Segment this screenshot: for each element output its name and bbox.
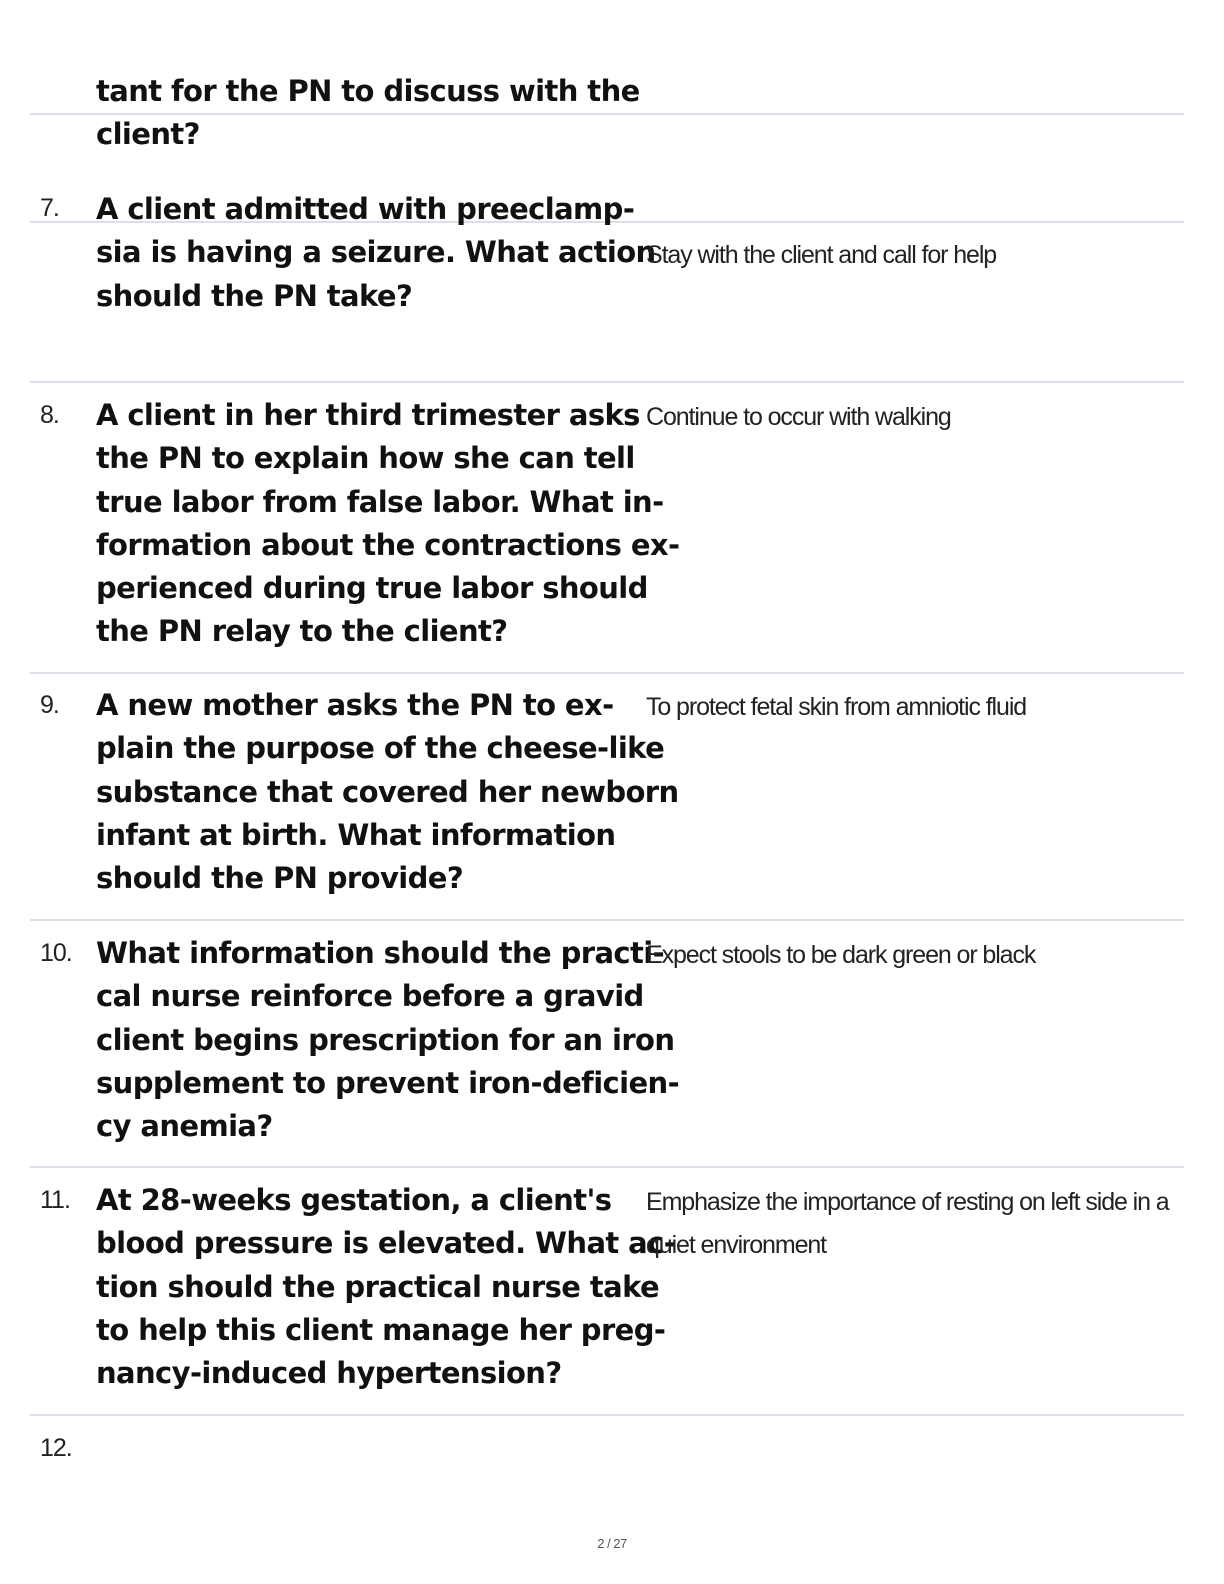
answer-text: Stay with the client and call for help: [646, 241, 997, 269]
answer-text: Emphasize the importance of resting on left side in a quiet environment: [646, 1188, 1169, 1260]
page-indicator: 2 / 27: [597, 1536, 627, 1551]
question-number: 9.: [40, 691, 59, 719]
question-text: A client in her third trimester asks the PN to explain how she can tell true labor from false labor. What in- formation about the contractions ex- perienced during true labor should the PN relay to the client?: [96, 398, 680, 649]
question-text: A new mother asks the PN to ex- plain the purpose of the cheese-like substance that covered her newborn infant at birth. What information should the PN provide?: [96, 688, 679, 896]
row-divider: [30, 919, 1184, 921]
question-text: At 28-weeks gestation, a client's blood pressure is elevated. What ac- tion should the practical nurse take to help this client manage her preg- nancy-induced hypertension?: [96, 1183, 676, 1391]
question-number: 12.: [40, 1434, 72, 1462]
row-divider: [30, 113, 1184, 115]
answer-text: Expect stools to be dark green or black: [646, 941, 1036, 969]
question-number: 7.: [40, 194, 59, 222]
question-number: 10.: [40, 939, 72, 967]
question-number: 11.: [40, 1186, 70, 1214]
continued-question-text: tant for the PN to discuss with the client?: [96, 74, 640, 152]
answer-text: To protect fetal skin from amniotic fluid: [646, 693, 1027, 721]
row-divider: [30, 381, 1184, 383]
question-text: What information should the practi- cal nurse reinforce before a gravid client begins prescription for an iron supplement to prevent iron-deficien- cy anemia?: [96, 936, 680, 1144]
row-divider: [30, 1166, 1184, 1168]
question-text: A client admitted with preeclamp- sia is having a seizure. What action should the PN take?: [96, 192, 656, 313]
row-divider: [30, 672, 1184, 674]
row-divider: [30, 1414, 1184, 1416]
question-number: 8.: [40, 401, 59, 429]
answer-text: Continue to occur with walking: [646, 403, 951, 431]
